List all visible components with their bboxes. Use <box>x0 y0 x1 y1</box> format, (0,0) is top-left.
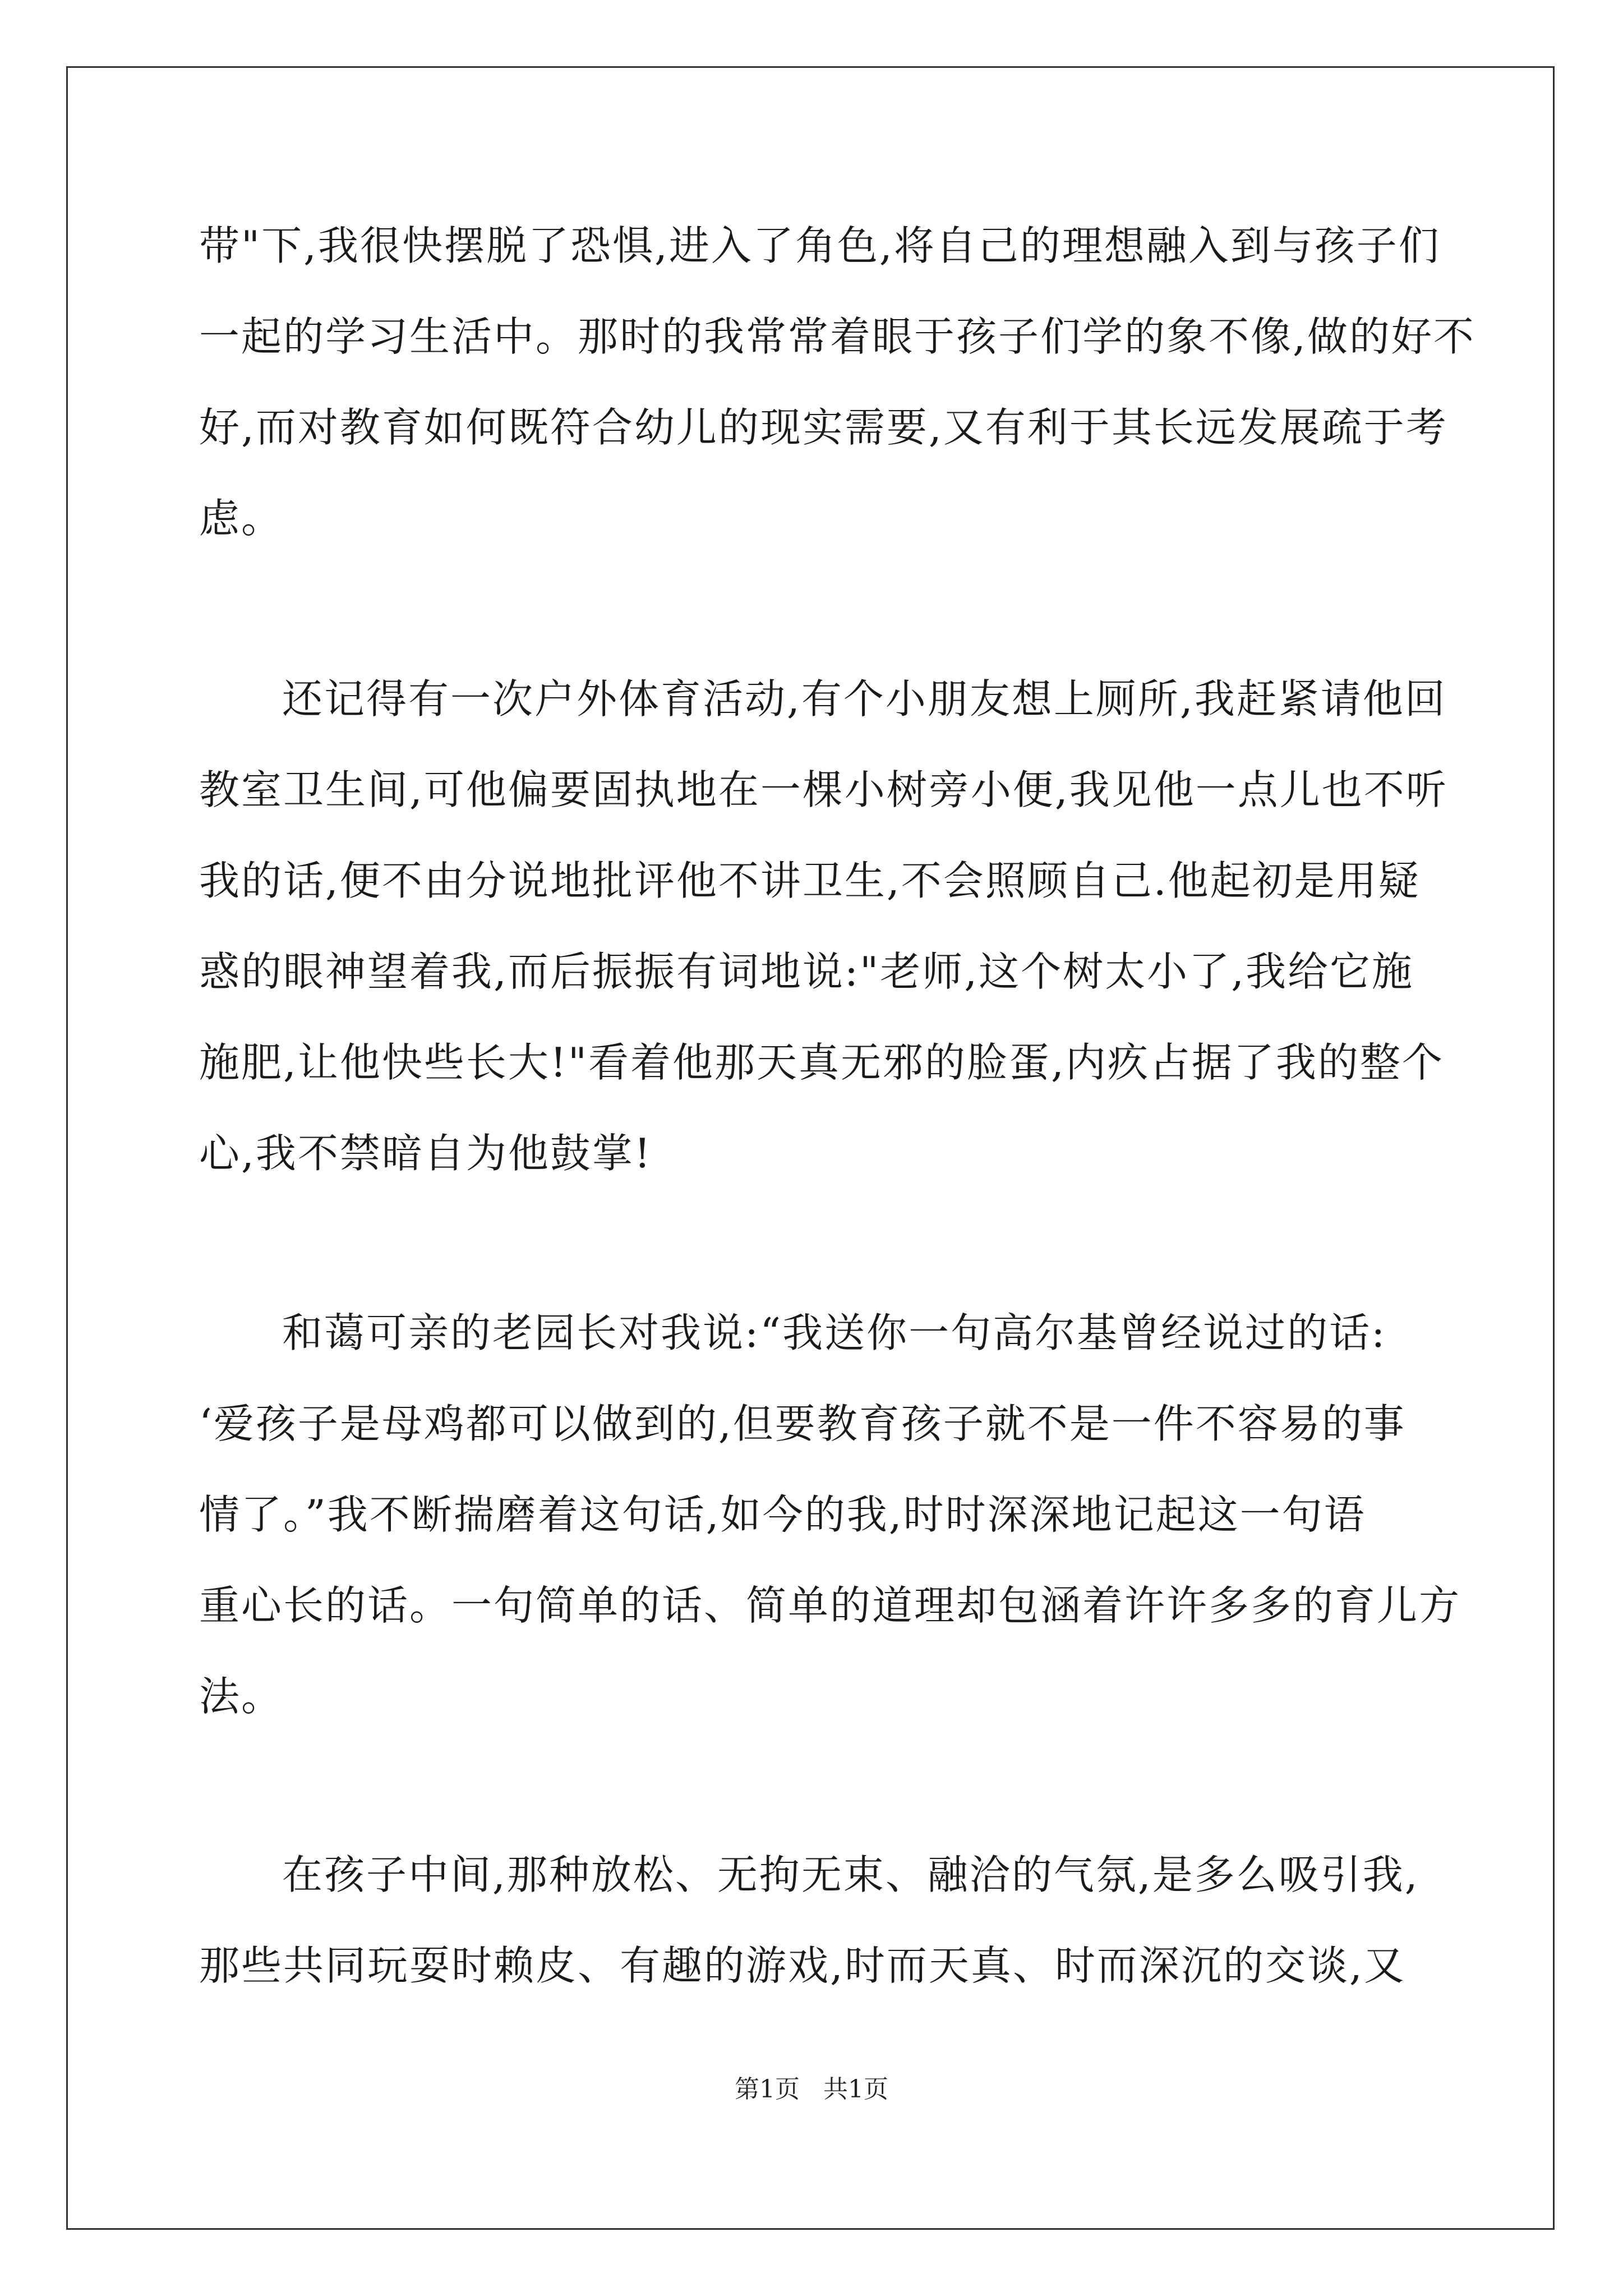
text-line: 好,而对教育如何既符合幼儿的现实需要,又有利于其长远发展疏于考 <box>199 404 1448 451</box>
page-number: 第1页 共1页 <box>735 2075 888 2104</box>
paragraph-first-line: 在孩子中间,那种放松、无拘无束、融洽的气氛,是多么吸引我, <box>282 1851 1419 1898</box>
text-line: 那些共同玩耍时赖皮、有趣的游戏,时而天真、时而深沉的交谈,又 <box>199 1942 1406 1989</box>
text-line: 情了。”我不断揣磨着这句话,如今的我,时时深深地记起这一句语 <box>199 1491 1366 1538</box>
text-line: 带"下,我很快摆脱了恐惧,进入了角色,将自己的理想融入到与孩子们 <box>199 222 1441 269</box>
text-line: 法。 <box>199 1673 284 1720</box>
paragraph-first-line: 和蔼可亲的老园长对我说:“我送你一句高尔基曾经说过的话: <box>282 1309 1387 1356</box>
text-line: 施肥,让他快些长大!"看着他那天真无邪的脸蛋,内疚占据了我的整个 <box>199 1039 1444 1086</box>
text-line: ‘爱孩子是母鸡都可以做到的,但要教育孩子就不是一件不容易的事 <box>199 1400 1406 1447</box>
text-line: 教室卫生间,可他偏要固执地在一棵小树旁小便,我见他一点儿也不听 <box>199 766 1448 813</box>
text-line: 心,我不禁暗自为他鼓掌! <box>199 1130 652 1177</box>
text-line: 惑的眼神望着我,而后振振有词地说:"老师,这个树太小了,我给它施 <box>199 948 1414 995</box>
paragraph-first-line: 还记得有一次户外体育活动,有个小朋友想上厕所,我赶紧请他回 <box>282 675 1447 723</box>
text-line: 重心长的话。一句简单的话、简单的道理却包涵着许许多多的育儿方 <box>199 1582 1461 1629</box>
text-line: 一起的学习生活中。那时的我常常着眼于孩子们学的象不像,做的好不 <box>199 313 1476 360</box>
text-line: 我的话,便不由分说地批评他不讲卫生,不会照顾自己.他起初是用疑 <box>199 857 1421 904</box>
text-line: 虑。 <box>199 495 284 542</box>
